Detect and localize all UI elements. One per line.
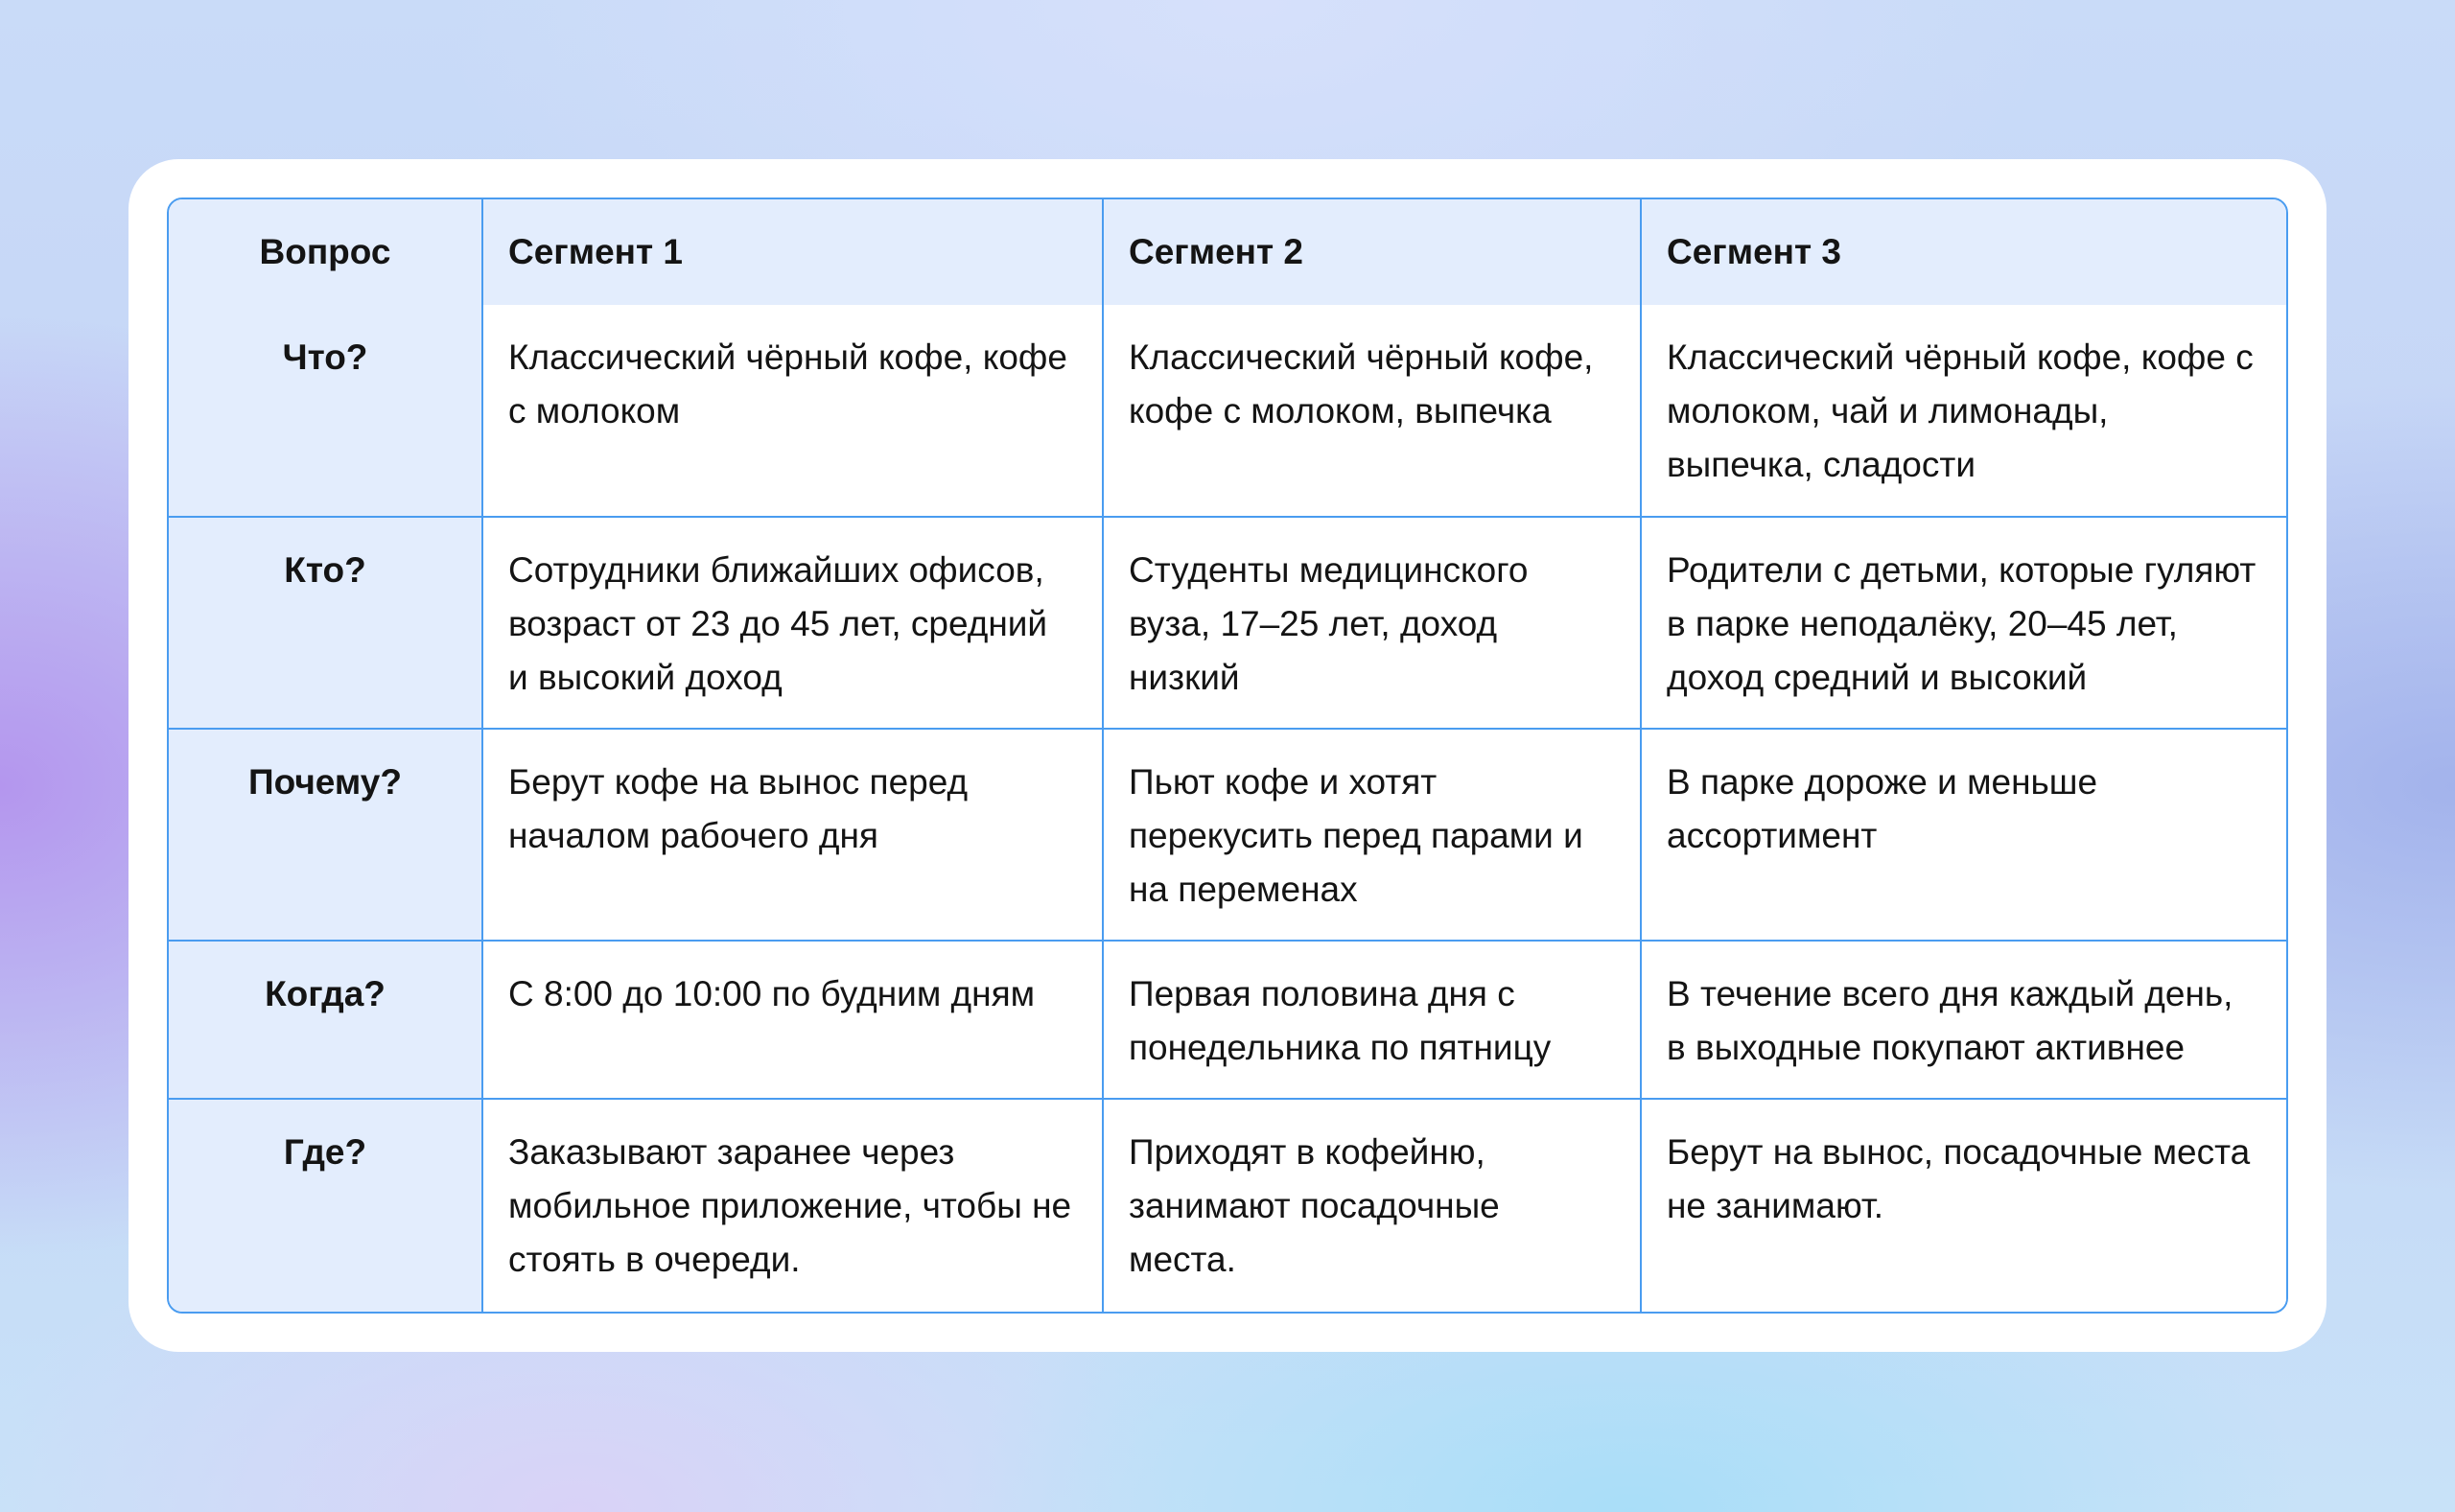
table-cell: Берут кофе на вынос перед началом рабочего дня	[482, 729, 1103, 941]
header-segment-1: Сегмент 1	[482, 199, 1103, 305]
table-row-when	[169, 941, 2286, 1099]
table-card	[129, 159, 2326, 1352]
table-cell: Родители с детьми, которые гуляют в парке неподалёку, 20–45 лет, доход средний и высокий	[1641, 517, 2286, 729]
segments-table-frame	[167, 198, 2288, 1314]
table-cell: С 8:00 до 10:00 по будним дням	[482, 941, 1103, 1099]
table-row-why	[169, 729, 2286, 941]
table-cell: В течение всего дня каждый день, в выходные покупают активнее	[1641, 941, 2286, 1099]
table-cell: Первая половина дня с понедельника по пятницу	[1103, 941, 1641, 1099]
table-cell: Приходят в кофейню, занимают посадочные места.	[1103, 1099, 1641, 1312]
row-question: Когда?	[169, 941, 482, 1099]
table-cell: Студенты медицинского вуза, 17–25 лет, доход низкий	[1103, 517, 1641, 729]
table-cell: В парке дороже и меньше ассортимент	[1641, 729, 2286, 941]
table-cell: Классический чёрный кофе, кофе с молоком, выпечка	[1103, 305, 1641, 517]
header-segment-2: Сегмент 2	[1103, 199, 1641, 305]
table-cell: Пьют кофе и хотят перекусить перед парами и на переменах	[1103, 729, 1641, 941]
table-cell: Классический чёрный кофе, кофе с молоком	[482, 305, 1103, 517]
row-question: Почему?	[169, 729, 482, 941]
table-cell: Берут на вынос, посадочные места не занимают.	[1641, 1099, 2286, 1312]
table-row-where	[169, 1099, 2286, 1312]
table-row-what	[169, 305, 2286, 517]
segments-table	[169, 199, 2286, 1312]
table-cell: Сотрудники ближайших офисов, возраст от 23 до 45 лет, средний и высокий доход	[482, 517, 1103, 729]
row-question: Где?	[169, 1099, 482, 1312]
table-cell: Заказывают заранее через мобильное приложение, чтобы не стоять в очереди.	[482, 1099, 1103, 1312]
header-segment-3: Сегмент 3	[1641, 199, 2286, 305]
header-question: Вопрос	[169, 199, 482, 305]
row-question: Что?	[169, 305, 482, 517]
table-row-who	[169, 517, 2286, 729]
row-question: Кто?	[169, 517, 482, 729]
table-cell: Классический чёрный кофе, кофе с молоком, чай и лимонады, выпечка, сладости	[1641, 305, 2286, 517]
table-header-row	[169, 199, 2286, 305]
